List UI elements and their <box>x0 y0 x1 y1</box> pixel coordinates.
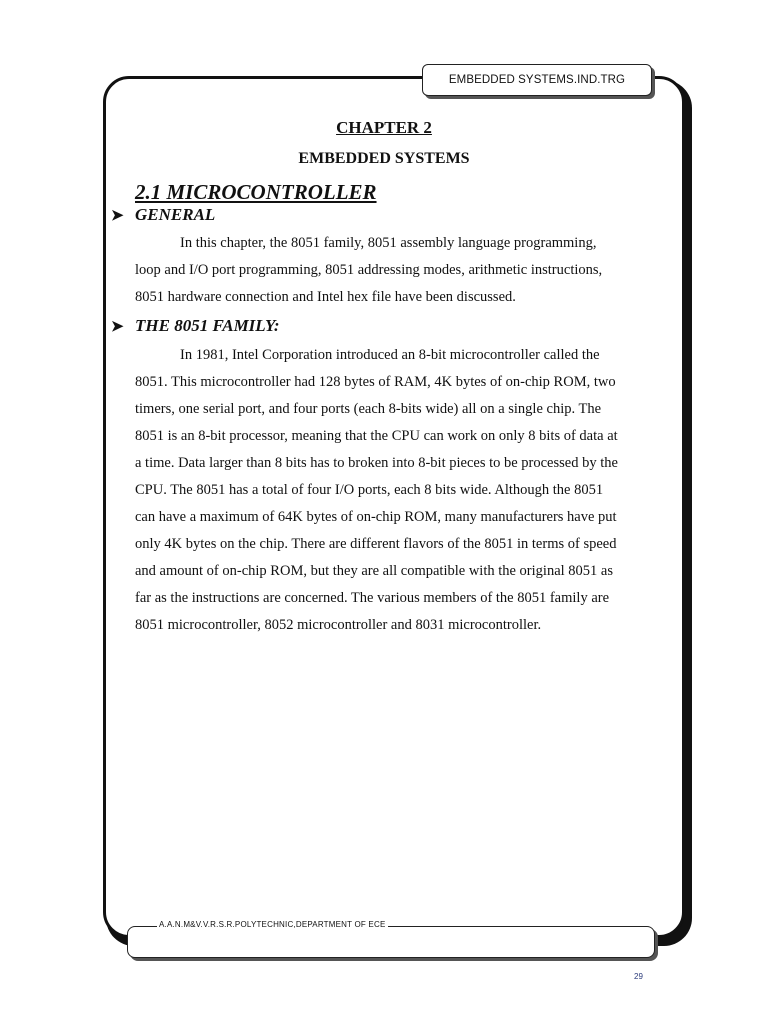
chapter-title: EMBEDDED SYSTEMS <box>298 150 470 167</box>
arrow-bullet-icon: ➤ <box>111 207 124 224</box>
footer-tab <box>127 926 655 958</box>
paragraph-line: far as the instructions are concerned. The various members of the 8051 family are <box>135 590 610 606</box>
paragraph-line: 8051 hardware connection and Intel hex file have been discussed. <box>135 289 516 305</box>
family-heading <box>111 316 280 336</box>
general-heading <box>111 205 215 225</box>
page-number: 29 <box>634 972 643 981</box>
family-paragraph <box>135 342 640 639</box>
paragraph-line: loop and I/O port programming, 8051 addressing modes, arithmetic instructions, <box>135 262 603 278</box>
header-title: EMBEDDED SYSTEMS.IND.TRG <box>448 74 626 86</box>
footer-text: A.A.N.M&V.V.R.S.R.POLYTECHNIC,DEPARTMENT OF ECE <box>159 920 386 929</box>
paragraph-line: a time. Data larger than 8 bits has to broken into 8-bit pieces to be processed by the <box>135 455 618 471</box>
paragraph-line: and amount of on-chip ROM, but they are all compatible with the original 8051 as <box>135 563 613 579</box>
paragraph-line: can have a maximum of 64K bytes of on-chip ROM, many manufacturers have put <box>135 509 617 525</box>
paragraph-line: 8051 microcontroller, 8052 microcontroller and 8031 microcontroller. <box>135 617 542 633</box>
paragraph-line: In 1981, Intel Corporation introduced an 8-bit microcontroller called the <box>180 347 600 363</box>
paragraph-line: only 4K bytes on the chip. There are different flavors of the 8051 in terms of speed <box>135 536 617 552</box>
paragraph-line: 8051. This microcontroller had 128 bytes of RAM, 4K bytes of on-chip ROM, two <box>135 374 616 390</box>
paragraph-line: In this chapter, the 8051 family, 8051 assembly language programming, <box>180 235 597 251</box>
general-heading-text: GENERAL <box>135 205 216 224</box>
paragraph-line: timers, one serial port, and four ports (each 8-bits wide) all on a single chip. The <box>135 401 602 417</box>
family-heading-text: THE 8051 FAMILY: <box>135 316 280 335</box>
paragraph-line: CPU. The 8051 has a total of four I/O ports, each 8 bits wide. Although the 8051 <box>135 482 604 498</box>
section-title: 2.1 MICROCONTROLLER <box>135 180 377 204</box>
paragraph-line: 8051 is an 8-bit processor, meaning that the CPU can work on only 8 bits of data at <box>135 428 618 444</box>
chapter-label: CHAPTER 2 <box>336 118 432 137</box>
arrow-bullet-icon: ➤ <box>111 318 124 335</box>
header-tab <box>422 64 652 96</box>
general-paragraph <box>135 230 640 311</box>
